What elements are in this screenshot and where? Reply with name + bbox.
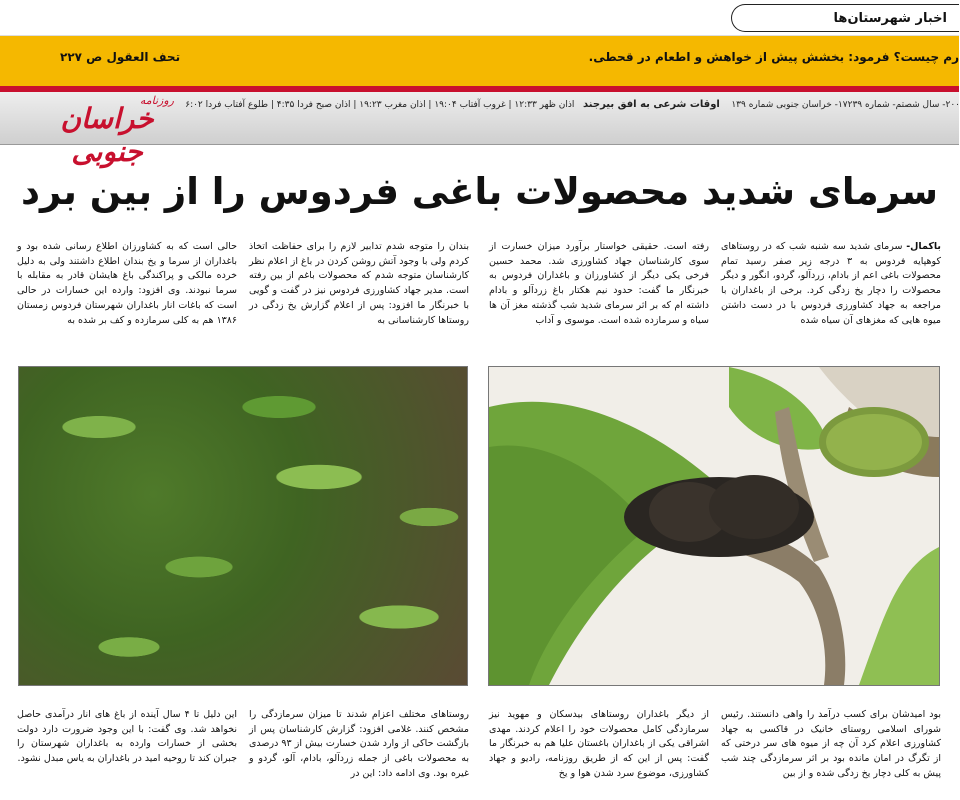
masthead — [0, 92, 960, 168]
issue-info: ۲۰۰- سال شصتم- شماره ۱۷۲۳۹- خراسان جنوبی شماره ۱۳۹ — [731, 100, 960, 110]
puzzle-question: رم چیست؟ فرمود: بخشش پیش از خواهش و اطعام در قحطی. — [588, 50, 959, 64]
column-2-text: رفته است. حقیقی خواستار برآورد میزان خسارت از سوی کارشناسان جهاد کشاورزی شد. محمد حسین فرخی یکی دیگر از کشاورزان و باغداران فردوس به خبرنگار ما گفت: حدود نیم هکتار باغ زردآلو و بادام داشته ام که بر اثر سرمای شدید شب گذشته مغز آن ها سیاه و سرمازده شده است. موسوی و آداب — [489, 241, 709, 326]
article-column-6 — [489, 708, 709, 798]
prayer-title: اوقات شرعی به افق بیرجند — [583, 99, 720, 110]
frozen-walnut-branch-photo — [488, 366, 940, 686]
column-5-text: بود امیدشان برای کسب درآمد را واهی دانستند. رئیس شورای اسلامی روستای خانیک در قاکسی به جهاد کشاورزی اعلام کرد آن چه از میوه های سر درختی که از تگرگ در امان مانده بود بر اثر سرمازدگی چند شب پیش به کلی دچار یخ زدگی شده و از بین — [721, 709, 941, 779]
logo-main-text: خراسان جنوبی — [60, 102, 154, 168]
article-column-2 — [489, 240, 709, 348]
walnut-branch-illustration — [489, 367, 939, 685]
section-tag: اخبار شهرستان‌ها — [731, 4, 959, 32]
article-column-7 — [249, 708, 469, 798]
column-6-text: از دیگر باغداران روستاهای بیدسکان و مهوید نیز سرمازدگی کامل محصولات خود را اعلام کردند. مهدی اشراقی یکی از باغداران باغستان علیا هم به خبرنگار ما گفت: پس از این که از طریق روزنامه، رادیو و جهاد کشاورزی، موضوع سرد شدن هوا و یخ — [489, 709, 709, 779]
column-8-text: این دلیل تا ۴ سال آینده از باغ های انار درآمدی حاصل نخواهد شد. وی گفت: با این وجود ضرورت دارد دولت بخشی از خسارات وارده به باغداران شهرستان را جبران کند تا روحیه امید در باغداران به یاس مبدل نشود. — [17, 709, 237, 765]
frost-damaged-leaves-photo — [18, 366, 468, 686]
prayer-times: اذان ظهر ۱۲:۳۳ | غروب آفتاب ۱۹:۰۴ | اذان مغرب ۱۹:۲۳ | اذان صبح فردا ۴:۳۵ | طلوع آفتاب فردا ۶:۰۲ — [185, 100, 575, 110]
article-headline: سرمای شدید محصولات باغی فردوس را از بین برد — [20, 170, 939, 213]
column-7-text: روستاهای مختلف اعزام شدند تا میزان سرمازدگی را مشخص کنند. غلامی افزود: گزارش کارشناسان پس از بازگشت حاکی از وارد شدن خسارت بیش از ۹۳ درصدی به محصولات باغی از جمله زردآلو، بادام، آلو، گردو و غیره بود. وی ادامه داد: این در — [249, 709, 469, 779]
logo-small-text: روزنامه — [139, 94, 174, 107]
column-1-lead: باکمال- — [906, 241, 941, 252]
puzzle-source: تحف العقول ص ۲۲۷ — [60, 50, 181, 64]
article-column-3 — [249, 240, 469, 348]
puzzle-band — [0, 36, 959, 86]
article-column-1 — [721, 240, 941, 348]
newspaper-logo — [22, 94, 192, 168]
article-column-8 — [17, 708, 237, 798]
article-column-4 — [17, 240, 237, 348]
column-3-text: بندان را متوجه شدم تدابیر لازم را برای حفاظت اتخاذ کردم ولی با وجود آتش روشن کردن در باغ از اعلام نظر کارشناسان متوجه شدم که محصولات باغم از بین رفته است. مدیر جهاد کشاورزی فردوس نیز در گفت و گویی با خبرنگار ما افزود: پس از اعلام گزارش یخ زدگی در روستاها کارشناسانی به — [249, 241, 469, 326]
column-1-text: سرمای شدید سه شنبه شب که در روستاهای کوهپایه فردوس به ۳ درجه زیر صفر رسید تمام محصولات باغی اعم از بادام، زردآلو، گردو، انگور و دیگر محصولات را دچار یخ زدگی کرد. برخی از باغداران با مراجعه به جهاد کشاورزی فردوس با در دست داشتن میوه هایی که مغزهای آن سیاه شده — [721, 241, 941, 326]
column-4-text: حالی است که به کشاورزان اطلاع رسانی شده بود و باغداران از سرما و یخ بندان اطلاع داشتند ولی به دلیل خرده مالکی و پراکندگی باغ هایشان قادر به مقابله با سرما نبودند. وی افزود: وارده این خسارات در حالی است که باغات انار باغداران شهرستان فردوس زمستان ۱۳۸۶ هم به کلی سرمازده و کف بر شده به — [17, 241, 237, 326]
article-column-5 — [721, 708, 941, 798]
masthead-meta — [185, 99, 960, 110]
section-header-bar — [0, 0, 959, 36]
